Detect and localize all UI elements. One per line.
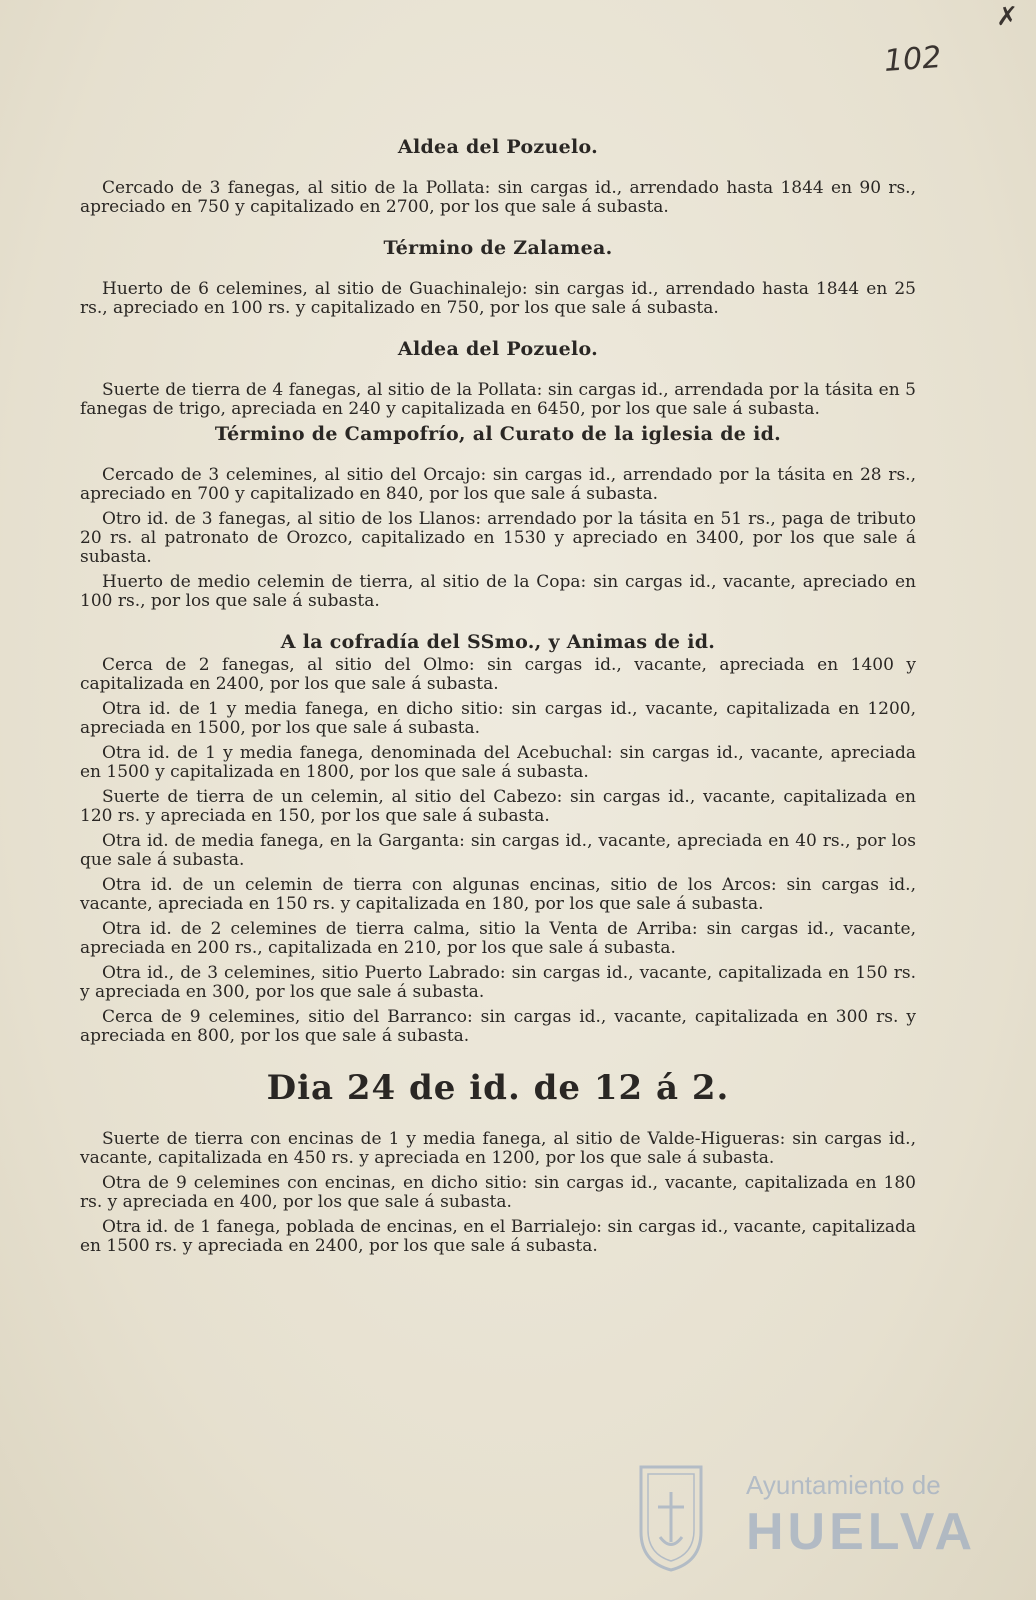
section-heading: A la cofradía del SSmo., y Animas de id. [280,631,716,653]
entry-text: Huerto de medio celemin de tierra, al sitio de la Copa: sin cargas id., vacante, apreciado en 100 rs., por los que sale á subasta. [80,572,916,611]
entry-text: Cercado de 3 celemines, al sitio del Orcajo: sin cargas id., arrendado por la tásita en 28 rs., apreciado en 700 y capitalizado en 840, por los que sale á subasta. [80,465,916,504]
shield-icon [636,1462,706,1572]
folio-number: 102 [882,40,943,79]
section-campofrio [80,425,916,611]
entry-text: Otra id. de 1 y media fanega, denominada del Acebuchal: sin cargas id., vacante, apreciada en 1500 y capitalizada en 1800, por los que sale á subasta. [80,743,916,782]
section-dia-24 [80,1068,916,1256]
section-cofradia [80,633,916,1046]
entry-text: Suerte de tierra de un celemin, al sitio del Cabezo: sin cargas id., vacante, capitalizada en 120 rs. y apreciada en 150, por los que sale á subasta. [80,787,916,826]
entry-text: Cerca de 2 fanegas, al sitio del Olmo: sin cargas id., vacante, apreciada en 1400 y capitalizada en 2400, por los que sale á subasta. [80,655,916,694]
watermark-line1: Ayuntamiento de [746,1470,941,1500]
document-body [80,138,916,1262]
entry-text: Suerte de tierra de 4 fanegas, al sitio de la Pollata: sin cargas id., arrendada por la tásita en 5 fanegas de trigo, apreciada en 240 y capitalizada en 6450, por los que sale á subasta. [80,380,916,419]
entry-text: Otra id. de 1 y media fanega, en dicho sitio: sin cargas id., vacante, capitalizada en 1200, apreciada en 1500, por los que sale á subasta. [80,699,916,738]
entry-text: Suerte de tierra con encinas de 1 y media fanega, al sitio de Valde-Higueras: sin cargas id., vacante, capitalizada en 450 rs. y apreciada en 1200, por los que sale á subasta. [80,1129,916,1168]
entry-text: Otra id., de 3 celemines, sitio Puerto Labrado: sin cargas id., vacante, capitalizada en 150 rs. y apreciada en 300, por los que sale á subasta. [80,963,916,1002]
section-heading: Aldea del Pozuelo. [397,338,599,360]
entry-text: Otra id. de 2 celemines de tierra calma, sitio la Venta de Arriba: sin cargas id., vacante, apreciada en 200 rs., capitalizada en 210, por los que sale á subasta. [80,919,916,958]
section-aldea-pozuelo-2 [80,340,916,419]
watermark-line2: HUELVA [746,1503,977,1561]
entry-text: Otra id. de 1 fanega, poblada de encinas, en el Barrialejo: sin cargas id., vacante, capitalizada en 1500 rs. y apreciada en 2400, por los que sale á subasta. [80,1217,916,1256]
entry-text: Cercado de 3 fanegas, al sitio de la Pollata: sin cargas id., arrendado hasta 1844 en 90 rs., apreciado en 750 y capitalizado en 2700, por los que sale á subasta. [80,178,916,217]
section-heading: Término de Campofrío, al Curato de la iglesia de id. [214,423,782,445]
entry-text: Huerto de 6 celemines, al sitio de Guachinalejo: sin cargas id., arrendado hasta 1844 en 25 rs., apreciado en 100 rs. y capitalizado en 750, por los que sale á subasta. [80,279,916,318]
entry-text: Otra de 9 celemines con encinas, en dicho sitio: sin cargas id., vacante, capitalizada en 180 rs. y apreciada en 400, por los que sale á subasta. [80,1173,916,1212]
entry-text: Otro id. de 3 fanegas, al sitio de los Llanos: arrendado por la tásita en 51 rs., paga de tributo 20 rs. al patronato de Orozco, capitalizado en 1530 y apreciado en 3400, por los que sale á subasta. [80,509,916,567]
section-aldea-pozuelo-1 [80,138,916,217]
entry-text: Cerca de 9 celemines, sitio del Barranco: sin cargas id., vacante, capitalizada en 300 rs. y apreciada en 800, por los que sale á subasta. [80,1007,916,1046]
pencil-mark: ✗ [996,2,1018,32]
entry-text: Otra id. de un celemin de tierra con algunas encinas, sitio de los Arcos: sin cargas id., vacante, apreciada en 150 rs. y capitalizada en 180, por los que sale á subasta. [80,875,916,914]
day-heading: Dia 24 de id. de 12 á 2. [266,1068,730,1108]
section-zalamea [80,239,916,318]
archive-watermark-logo [636,1462,977,1582]
entry-text: Otra id. de media fanega, en la Garganta: sin cargas id., vacante, apreciada en 40 rs., por los que sale á subasta. [80,831,916,870]
section-heading: Aldea del Pozuelo. [397,136,599,158]
section-heading: Término de Zalamea. [383,237,613,259]
